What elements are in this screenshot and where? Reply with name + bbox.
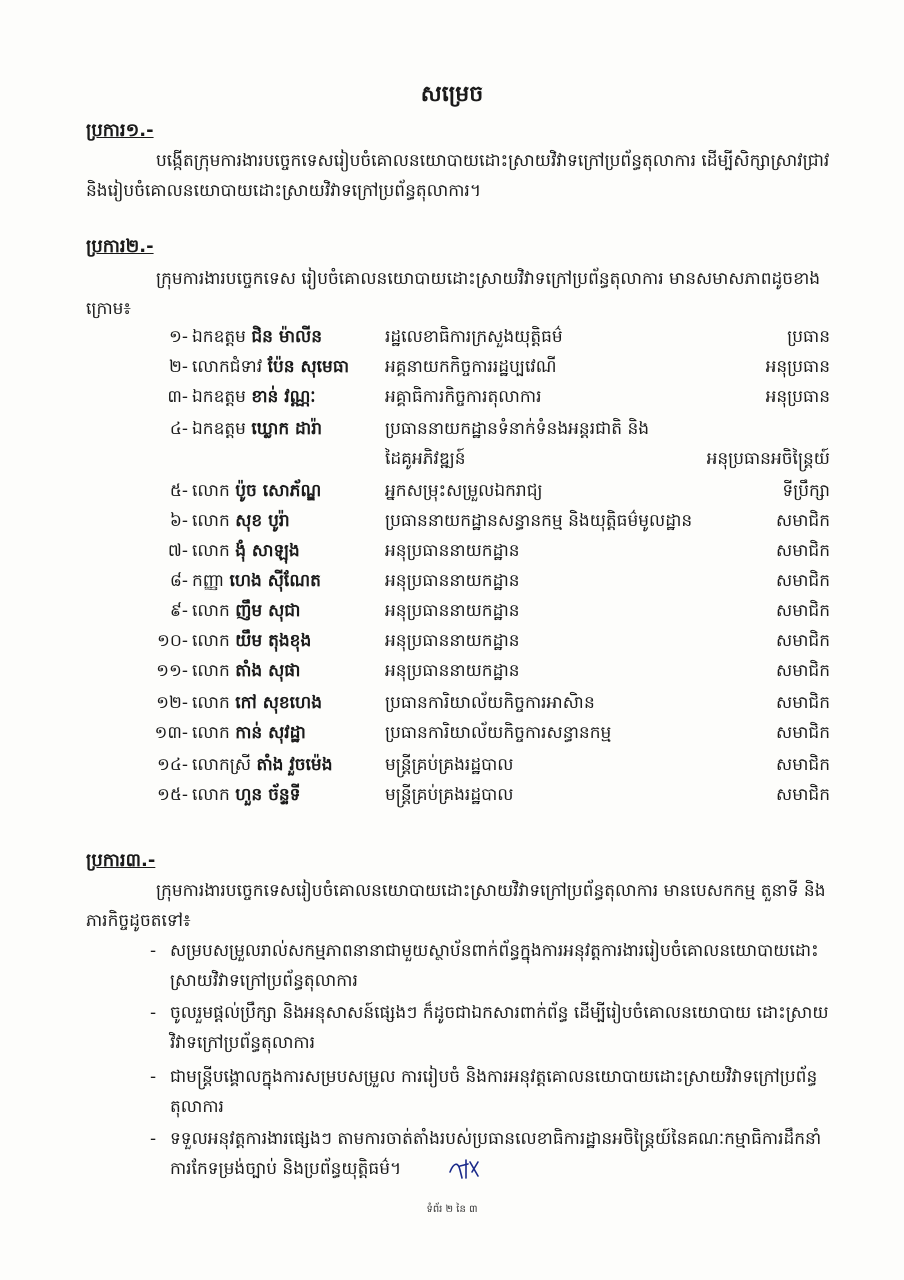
member-index: ៥- bbox=[169, 481, 188, 501]
member-role: សមាជិក bbox=[776, 785, 830, 805]
member-name: ឯកឧត្តម ឃ្លោក ដារ៉ា bbox=[192, 419, 323, 439]
member-row bbox=[140, 630, 840, 660]
member-position: អនុប្រធាននាយកដ្ឋាន bbox=[385, 601, 520, 621]
member-index: ១៤- bbox=[156, 755, 188, 775]
member-role: ទីប្រឹក្សា bbox=[782, 481, 830, 501]
initials-signature-icon bbox=[448, 1158, 484, 1180]
duty-list-item: - ចូលរួមផ្ដល់ប្រឹក្សា និងអនុសាសន៍ផ្សេងៗ ក៏ដូចជាឯកសារពាក់ព័ន្ធ ដើម្បីរៀបចំគោលនយោបាយ ដោះស្រាយវិវាទក្រៅប្រព័ន្ធតុលាការ bbox=[150, 998, 840, 1058]
dash-bullet-icon: - bbox=[150, 1003, 157, 1023]
document-title: សម្រេច bbox=[420, 82, 484, 107]
member-name: លោក ញឹម សុជា bbox=[192, 601, 301, 621]
member-index: ៩- bbox=[169, 601, 188, 621]
member-position-continued: ដៃគូអភិវឌ្ឍន៍ bbox=[385, 449, 466, 469]
member-row bbox=[140, 692, 840, 722]
member-role: ប្រធាន bbox=[787, 327, 830, 347]
member-role: សមាជិក bbox=[776, 511, 830, 531]
member-name: លោក កៅ សុខហេង bbox=[192, 693, 323, 713]
article-1-text: បង្កើតក្រុមការងារបច្ចេកទេសរៀបចំគោលនយោបាយដោះស្រាយវិវាទក្រៅប្រព័ន្ធតុលាការ ដើម្បីសិក្សាស្រាវជ្រាវ និងរៀបចំគោលនយោបាយដោះស្រាយវិវាទក្រៅប្រព័ន្ធតុលាការ។ bbox=[86, 151, 830, 201]
member-index: ៣- bbox=[167, 387, 188, 407]
member-index: ១- bbox=[168, 327, 188, 347]
member-role: សមាជិក bbox=[776, 571, 830, 591]
member-role: សមាជិក bbox=[776, 601, 830, 621]
article-2-heading: ប្រការ២.- bbox=[86, 236, 154, 257]
member-name: ឯកឧត្តម ខាន់ វណ្ណៈ bbox=[192, 387, 316, 407]
member-index: ១០- bbox=[156, 631, 188, 651]
member-row bbox=[140, 754, 840, 784]
member-index: ១១- bbox=[156, 661, 188, 681]
dash-bullet-icon: - bbox=[150, 1129, 157, 1149]
member-row bbox=[140, 722, 840, 752]
member-role: អនុប្រធាន bbox=[765, 387, 830, 407]
member-role: សមាជិក bbox=[776, 541, 830, 561]
member-role: សមាជិក bbox=[776, 661, 830, 681]
member-name: កញ្ញា ហេង ស៊ីណែត bbox=[192, 571, 321, 591]
member-role: អនុប្រធានអចិន្ត្រៃយ៍ bbox=[706, 449, 830, 469]
duty-list-item: - សម្របសម្រួលរាល់សកម្មភាពនានាជាមួយស្ថាប័នពាក់ព័ន្ធក្នុងការអនុវត្តការងាររៀបចំគោលនយោបាយដោះស្រាយវិវាទក្រៅប្រព័ន្ធតុលាការ bbox=[150, 936, 840, 996]
member-role: សមាជិក bbox=[776, 693, 830, 713]
member-index: ១៣- bbox=[154, 723, 188, 743]
member-row bbox=[140, 540, 840, 570]
member-row bbox=[140, 386, 840, 416]
member-name: លោក យឹម តុងខុង bbox=[192, 631, 312, 651]
member-role: អនុប្រធាន bbox=[765, 357, 830, 377]
member-position: អ្នកសម្រុះសម្រួលឯករាជ្យ bbox=[385, 481, 543, 501]
member-row bbox=[140, 570, 840, 600]
duty-list-item: - ទទួលអនុវត្តការងារផ្សេងៗ តាមការចាត់តាំងរបស់ប្រធានលេខាធិការដ្ឋានអចិន្ត្រៃយ៍នៃគណៈកម្មាធិការដឹកនាំការកែទម្រង់ច្បាប់ និងប្រព័ន្ធយុត្តិធម៌។ bbox=[150, 1124, 840, 1184]
member-position: អនុប្រធាននាយកដ្ឋាន bbox=[385, 541, 520, 561]
member-name: លោក ហួន ច័ន្ទទី bbox=[192, 785, 301, 805]
member-index: ៦- bbox=[169, 511, 188, 531]
member-position: មន្ត្រីគ្រប់គ្រងរដ្ឋបាល bbox=[385, 755, 514, 775]
member-row bbox=[140, 480, 840, 510]
member-index: ១២- bbox=[156, 693, 188, 713]
member-name: លោក កាន់ សុវដ្ឋា bbox=[192, 723, 306, 743]
member-position: ប្រធាននាយកដ្ឋានទំនាក់ទំនងអន្តរជាតិ និង bbox=[385, 419, 650, 439]
article-1-heading: ប្រការ១.- bbox=[86, 120, 154, 141]
member-position: អនុប្រធាននាយកដ្ឋាន bbox=[385, 661, 520, 681]
member-row bbox=[140, 660, 840, 690]
member-index: ៧- bbox=[167, 541, 188, 561]
dash-bullet-icon: - bbox=[150, 1067, 157, 1087]
member-index: ២- bbox=[168, 357, 188, 377]
member-position: ប្រធានការិយាល័យកិច្ចការសន្ធានកម្ម bbox=[385, 723, 612, 743]
article-3-heading: ប្រការ៣.- bbox=[86, 850, 156, 871]
member-name: ឯកឧត្តម ជិន ម៉ាលីន bbox=[192, 327, 323, 347]
member-index: ១៥- bbox=[156, 785, 188, 805]
member-position: អគ្គនាយកកិច្ចការរដ្ឋប្បវេណី bbox=[385, 357, 557, 377]
member-index: ៨- bbox=[169, 571, 188, 591]
member-role: សមាជិក bbox=[776, 723, 830, 743]
article-3-intro: ក្រុមការងារបច្ចេកទេសរៀបចំគោលនយោបាយដោះស្រាយវិវាទក្រៅប្រព័ន្ធតុលាការ មានបេសកកម្ម តួនាទី និងភារកិច្ចដូចតទៅ៖ bbox=[86, 881, 826, 931]
duty-list-item: - ជាមន្ត្រីបង្គោលក្នុងការសម្របសម្រួល ការរៀបចំ និងការអនុវត្តគោលនយោបាយដោះស្រាយវិវាទក្រៅប្រព័ន្ធតុលាការ bbox=[150, 1062, 840, 1122]
member-position: រដ្ឋលេខាធិការក្រសួងយុត្តិធម៌ bbox=[385, 327, 563, 347]
member-name: លោកជំទាវ ប៉ែន សុមេធា bbox=[192, 357, 350, 377]
member-row bbox=[140, 784, 840, 814]
member-name: លោក ប៉ូច សោភ័ណ្ឌ bbox=[192, 481, 322, 501]
member-position: អនុប្រធាននាយកដ្ឋាន bbox=[385, 631, 520, 651]
member-name: លោក សុខ បូរ៉ា bbox=[192, 511, 290, 531]
member-position: ប្រធានការិយាល័យកិច្ចការអាសិាន bbox=[385, 693, 595, 713]
member-name: លោក ង៉ំ សាឡុង bbox=[192, 541, 300, 561]
member-role: សមាជិក bbox=[776, 755, 830, 775]
member-position: អគ្គាធិការកិច្ចការតុលាការ bbox=[385, 387, 542, 407]
article-2-intro: ក្រុមការងារបច្ចេកទេស រៀបចំគោលនយោបាយដោះស្រាយវិវាទក្រៅប្រព័ន្ធតុលាការ មានសមាសភាពដូចខាងក្រោម៖ bbox=[86, 269, 821, 319]
member-position: មន្ត្រីគ្រប់គ្រងរដ្ឋបាល bbox=[385, 785, 514, 805]
member-row bbox=[140, 326, 840, 356]
member-position: អនុប្រធាននាយកដ្ឋាន bbox=[385, 571, 520, 591]
member-row bbox=[140, 356, 840, 386]
page-number: ទំព័រ ២ នៃ ៣ bbox=[426, 1204, 478, 1215]
member-row bbox=[140, 510, 840, 540]
member-index: ៤- bbox=[169, 419, 188, 439]
member-position: ប្រធាននាយកដ្ឋានសន្ធានកម្ម និងយុត្តិធម៌មូលដ្ឋាន bbox=[385, 511, 693, 531]
member-name: លោកស្រី តាំង វួចម៉េង bbox=[192, 755, 333, 775]
dash-bullet-icon: - bbox=[150, 941, 157, 961]
member-name: លោក តាំង សុផា bbox=[192, 661, 301, 681]
member-role: សមាជិក bbox=[776, 631, 830, 651]
member-row bbox=[140, 418, 840, 478]
member-row bbox=[140, 600, 840, 630]
